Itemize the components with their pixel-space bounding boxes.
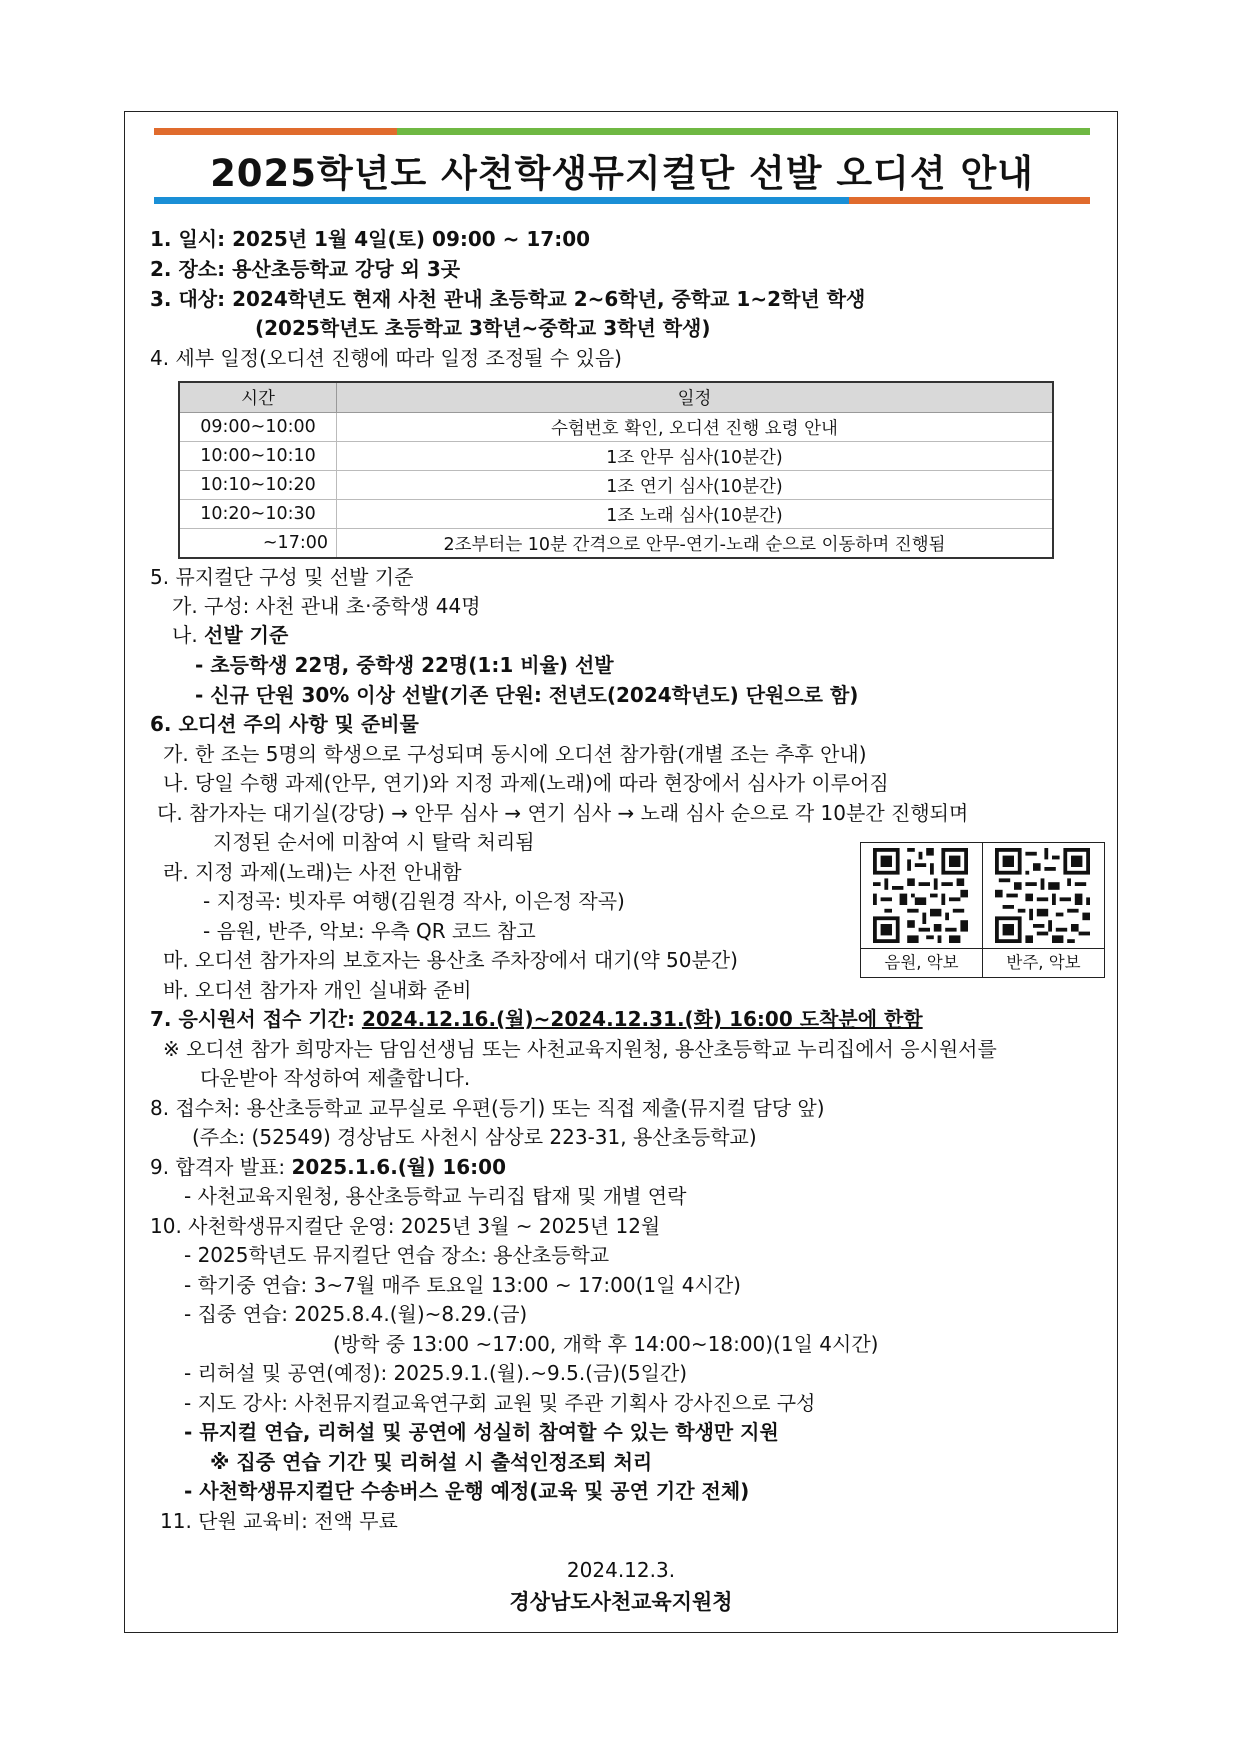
- item-schedule-heading: 4. 세부 일정(오디션 진행에 따라 일정 조정될 수 있음): [150, 346, 622, 370]
- table-row: [179, 442, 1053, 471]
- item-notes-heading: 6. 오디션 주의 사항 및 준비물: [150, 712, 419, 736]
- schedule-plan: 1조 안무 심사(10분간): [337, 442, 1054, 471]
- item-note-order-cont: 지정된 순서에 미참여 시 탈락 처리됨: [213, 830, 535, 854]
- selection-prefix: 나.: [172, 623, 205, 647]
- schedule-time: 09:00~10:00: [179, 413, 337, 442]
- table-row: [179, 500, 1053, 529]
- schedule-table: [178, 381, 1054, 559]
- schedule-header-plan: 일정: [337, 382, 1054, 413]
- application-period-label: 7. 응시원서 접수 기간:: [150, 1007, 362, 1031]
- qr-code-box: [860, 842, 1105, 978]
- item-submission: 8. 접수처: 용산초등학교 교무실로 우편(등기) 또는 직접 제출(뮤지컬 담당 앞): [150, 1096, 825, 1120]
- table-row: [179, 529, 1053, 559]
- item-operation-place: - 2025학년도 뮤지컬단 연습 장소: 용산초등학교: [184, 1243, 610, 1267]
- item-submission-address: (주소: (52549) 경상남도 사천시 삼상로 223-31, 용산초등학교): [192, 1125, 757, 1149]
- announcement-date: 2025.1.6.(월) 16:00: [291, 1155, 507, 1179]
- item-operation-eligibility: - 뮤지컬 연습, 리허설 및 공연에 성실히 참여할 수 있는 학생만 지원: [184, 1420, 779, 1444]
- item-note-order: 다. 참가자는 대기실(강당) → 안무 심사 → 연기 심사 → 노래 심사 순으로 각 10분간 진행되며: [157, 801, 969, 825]
- item-announcement: [150, 1153, 506, 1181]
- item-application-period: [150, 1005, 923, 1033]
- item-operation: 10. 사천학생뮤지컬단 운영: 2025년 3월 ~ 2025년 12월: [150, 1214, 661, 1238]
- item-operation-semester: - 학기중 연습: 3~7월 매주 토요일 13:00 ~ 17:00(1일 4시간): [184, 1273, 741, 1297]
- schedule-plan: 수험번호 확인, 오디션 진행 요령 안내: [337, 413, 1054, 442]
- footer-issuer: 경상남도사천교육지원청: [509, 1590, 733, 1614]
- item-application-note-cont: 다운받아 작성하여 제출합니다.: [200, 1066, 471, 1090]
- item-application-note: ※ 오디션 참가 희망자는 담임선생님 또는 사천교육지원청, 용산초등학교 누리집에서 응시원서를: [163, 1037, 997, 1061]
- item-place: 2. 장소: 용산초등학교 강당 외 3곳: [150, 257, 461, 281]
- page-title: 2025학년도 사천학생뮤지컬단 선발 오디션 안내: [210, 152, 1034, 195]
- item-fee: 11. 단원 교육비: 전액 무료: [160, 1509, 398, 1533]
- top-orange-bar: [154, 128, 397, 135]
- item-date: 1. 일시: 2025년 1월 4일(토) 09:00 ~ 17:00: [150, 227, 591, 251]
- item-operation-intensive-hours: (방학 중 13:00 ~17:00, 개학 후 14:00~18:00)(1일 4시간): [333, 1332, 879, 1356]
- schedule-time: 10:00~10:10: [179, 442, 337, 471]
- selection-label: 선발 기준: [204, 623, 289, 647]
- qr-caption-left: 음원, 악보: [861, 948, 982, 977]
- item-selection-new: - 신규 단원 30% 이상 선발(기존 단원: 전년도(2024학년도) 단원으로 함): [195, 683, 859, 707]
- item-selection-ratio: - 초등학생 22명, 중학생 22명(1:1 비율) 선발: [195, 653, 614, 677]
- item-target: 3. 대상: 2024학년도 현재 사천 관내 초등학교 2~6학년, 중학교 1~2학년 학생: [150, 287, 866, 311]
- schedule-time: 10:20~10:30: [179, 500, 337, 529]
- item-operation-instructors: - 지도 강사: 사천뮤지컬교육연구회 교원 및 주관 기획사 강사진으로 구성: [184, 1391, 816, 1415]
- announcement-label: 9. 합격자 발표:: [150, 1155, 292, 1179]
- item-operation-bus: - 사천학생뮤지컬단 수송버스 운행 예정(교육 및 공연 기간 전체): [184, 1479, 750, 1503]
- table-row: [179, 471, 1053, 500]
- schedule-header-time: 시간: [179, 382, 337, 413]
- schedule-time: ~17:00: [179, 529, 337, 559]
- footer-date: 2024.12.3.: [566, 1558, 676, 1582]
- item-operation-intensive: - 집중 연습: 2025.8.4.(월)~8.29.(금): [184, 1302, 528, 1326]
- bottom-orange-bar: [849, 197, 1090, 204]
- item-note-song: 라. 지정 과제(노래)는 사전 안내함: [163, 860, 462, 884]
- item-operation-attendance: ※ 집중 연습 기간 및 리허설 시 출석인정조퇴 처리: [210, 1450, 653, 1474]
- top-green-bar: [397, 128, 1090, 135]
- item-composition: 가. 구성: 사천 관내 초·중학생 44명: [172, 594, 481, 618]
- item-note-parents: 마. 오디션 참가자의 보호자는 용산초 주차장에서 대기(약 50분간): [163, 948, 738, 972]
- schedule-time: 10:10~10:20: [179, 471, 337, 500]
- schedule-plan: 2조부터는 10분 간격으로 안무-연기-노래 순으로 이동하며 진행됨: [337, 529, 1054, 559]
- qr-code-icon[interactable]: [995, 848, 1090, 943]
- item-selection-heading: [172, 621, 288, 649]
- item-target-note: (2025학년도 초등학교 3학년~중학교 3학년 학생): [255, 316, 711, 340]
- qr-cell-right: [982, 843, 1104, 977]
- application-period-dates: 2024.12.16.(월)~2024.12.31.(화) 16:00 도착분에 한함: [361, 1007, 923, 1031]
- item-operation-performance: - 리허설 및 공연(예정): 2025.9.1.(월).~9.5.(금)(5일간): [184, 1361, 688, 1385]
- item-composition-heading: 5. 뮤지컬단 구성 및 선발 기준: [150, 565, 414, 589]
- schedule-plan: 1조 연기 심사(10분간): [337, 471, 1054, 500]
- item-note-shoes: 바. 오디션 참가자 개인 실내화 준비: [163, 978, 472, 1002]
- qr-caption-right: 반주, 악보: [983, 948, 1104, 977]
- schedule-plan: 1조 노래 심사(10분간): [337, 500, 1054, 529]
- item-note-song-qr: - 음원, 반주, 악보: 우측 QR 코드 참고: [203, 919, 536, 943]
- schedule-header-row: [179, 382, 1053, 413]
- bottom-blue-bar: [154, 197, 849, 204]
- item-announcement-method: - 사천교육지원청, 용산초등학교 누리집 탑재 및 개별 연락: [184, 1184, 687, 1208]
- table-row: [179, 413, 1053, 442]
- qr-cell-left: [861, 843, 982, 977]
- item-note-song-title: - 지정곡: 빗자루 여행(김원경 작사, 이은정 작곡): [203, 889, 625, 913]
- item-note-tasks: 나. 당일 수행 과제(안무, 연기)와 지정 과제(노래)에 따라 현장에서 심사가 이루어짐: [163, 771, 889, 795]
- item-note-group: 가. 한 조는 5명의 학생으로 구성되며 동시에 오디션 참가함(개별 조는 추후 안내): [163, 742, 867, 766]
- qr-code-icon[interactable]: [873, 848, 968, 943]
